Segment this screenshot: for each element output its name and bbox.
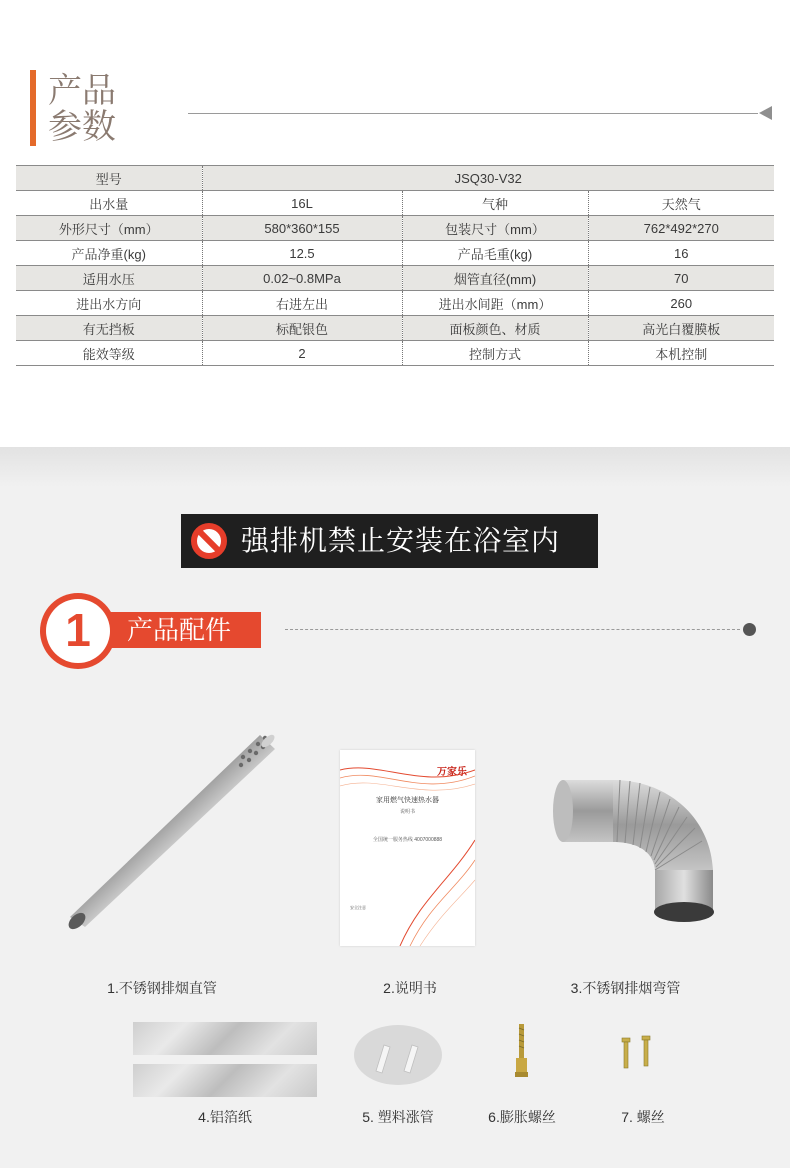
section-shadow	[0, 447, 790, 487]
accessory-caption: 3.不锈钢排烟弯管	[570, 980, 681, 996]
table-cell: JSQ30-V32	[202, 166, 774, 191]
params-section	[0, 0, 790, 447]
section-number: 1	[65, 604, 91, 656]
table-cell: 面板颜色、材质	[402, 316, 588, 341]
table-cell: 产品净重(kg)	[16, 241, 202, 266]
accessories-heading	[40, 593, 280, 673]
table-cell: 260	[588, 291, 774, 316]
manual-note: 安全注意	[350, 905, 366, 910]
plastic-anchor-image	[354, 1025, 442, 1085]
table-cell: 0.02~0.8MPa	[202, 266, 402, 291]
table-cell: 外形尺寸（mm）	[16, 216, 202, 241]
straight-pipe-image	[60, 727, 285, 932]
expansion-bolt-image	[510, 1022, 534, 1082]
accessories-label: 产品配件	[127, 615, 232, 645]
table-cell: 气种	[402, 191, 588, 216]
elbow-pipe-image	[545, 775, 720, 925]
table-cell: 出水量	[16, 191, 202, 216]
table-row	[16, 216, 774, 241]
table-cell: 天然气	[588, 191, 774, 216]
accessory-caption: 1.不锈钢排烟直管	[107, 980, 217, 996]
table-cell: 70	[588, 266, 774, 291]
table-cell: 包装尺寸（mm）	[402, 216, 588, 241]
table-cell: 高光白覆膜板	[588, 316, 774, 341]
table-cell: 右进左出	[202, 291, 402, 316]
arrow-left-icon	[759, 106, 772, 120]
params-heading-line1: 产品	[48, 72, 116, 110]
accessory-caption: 4.铝箔纸	[198, 1109, 252, 1125]
accessory-caption: 5. 塑料涨管	[362, 1109, 434, 1125]
table-cell: 本机控制	[588, 341, 774, 366]
table-row	[16, 341, 774, 366]
warning-text: 强排机禁止安装在浴室内	[241, 525, 561, 556]
table-cell: 能效等级	[16, 341, 202, 366]
manual-image	[340, 750, 475, 946]
table-cell: 有无挡板	[16, 316, 202, 341]
table-cell: 进出水间距（mm）	[402, 291, 588, 316]
table-cell: 产品毛重(kg)	[402, 241, 588, 266]
table-cell: 16	[588, 241, 774, 266]
table-row	[16, 291, 774, 316]
aluminum-foil-image	[133, 1022, 317, 1055]
table-cell: 型号	[16, 166, 202, 191]
table-cell: 580*360*155	[202, 216, 402, 241]
screws-image	[618, 1035, 658, 1071]
params-heading-line2: 参数	[48, 108, 116, 146]
manual-hotline: 全国统一服务热线 4007000888	[372, 837, 443, 843]
table-cell: 烟管直径(mm)	[402, 266, 588, 291]
accessories-label-box	[111, 612, 261, 648]
table-row	[16, 166, 774, 191]
manual-brand: 万家乐	[437, 767, 467, 778]
table-row	[16, 316, 774, 341]
table-row	[16, 241, 774, 266]
table-cell: 12.5	[202, 241, 402, 266]
manual-swoosh-graphic	[340, 750, 475, 946]
accessory-caption: 7. 螺丝	[621, 1109, 665, 1125]
aluminum-foil-image	[133, 1064, 317, 1097]
heading-divider	[285, 629, 740, 630]
table-row	[16, 266, 774, 291]
accessory-caption: 6.膨胀螺丝	[488, 1109, 556, 1125]
heading-accent-bar	[30, 70, 36, 146]
params-table	[16, 165, 774, 366]
table-cell: 适用水压	[16, 266, 202, 291]
accessories-section	[0, 447, 790, 1168]
dot-icon	[743, 623, 756, 636]
manual-subtitle: 说明书	[399, 809, 415, 815]
accessory-caption: 2.说明书	[383, 980, 437, 996]
table-cell: 控制方式	[402, 341, 588, 366]
warning-banner	[181, 514, 598, 568]
table-cell: 762*492*270	[588, 216, 774, 241]
heading-divider	[188, 113, 758, 114]
table-row	[16, 191, 774, 216]
table-cell: 标配银色	[202, 316, 402, 341]
table-cell: 16L	[202, 191, 402, 216]
manual-title: 家用燃气快速热水器	[376, 797, 439, 804]
plastic-anchor-graphic	[354, 1025, 442, 1085]
table-cell: 2	[202, 341, 402, 366]
prohibited-icon	[191, 523, 227, 559]
table-cell: 进出水方向	[16, 291, 202, 316]
